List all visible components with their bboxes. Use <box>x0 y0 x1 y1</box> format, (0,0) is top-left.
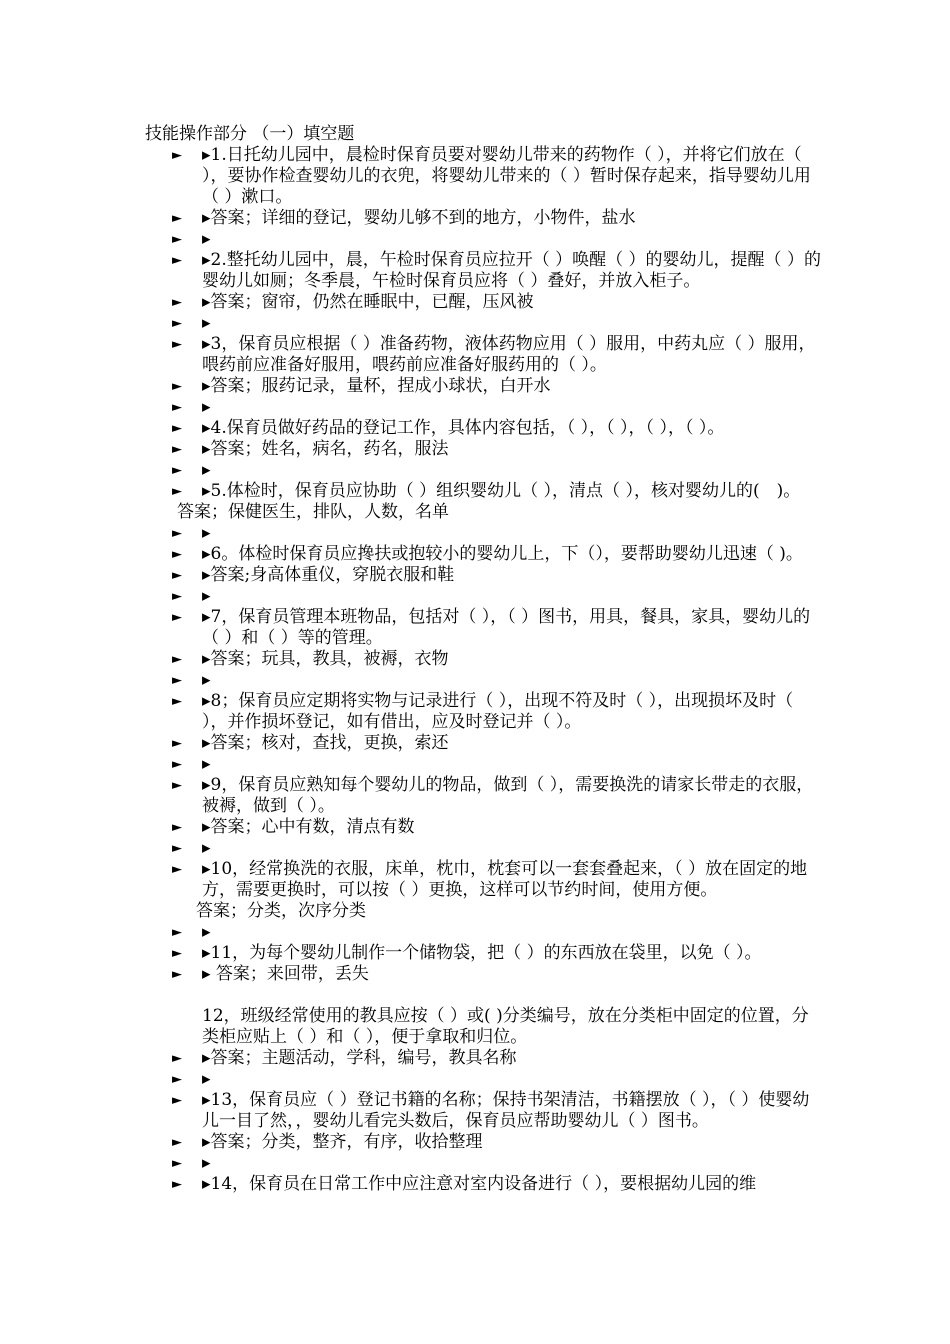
list-item <box>172 376 822 397</box>
list-item-text: ▸答案；分类，整齐，有序，收拾整理 <box>202 1132 483 1152</box>
bullet-marker: ► <box>172 1093 182 1108</box>
list-item-text: ▸答案；核对，查找，更换，索还 <box>202 733 449 753</box>
bullet-marker: ► <box>172 421 182 436</box>
list-item-text: ▸14，保育员在日常工作中应注意对室内设备进行（ ），要根据幼儿园的维 <box>202 1174 757 1194</box>
bullet-marker: ► <box>172 253 182 268</box>
bullet-marker: ► <box>172 232 182 247</box>
list-item <box>172 418 822 439</box>
list-item-text: ▸1.日托幼儿园中，晨检时保育员要对婴幼儿带来的药物作（ ），并将它们放在（ ），要协作检查婴幼儿的衣兜，将婴幼儿带来的（ ）暂时保存起来，指导婴幼儿用（ ）漱口。 <box>202 145 811 207</box>
list-item <box>172 922 822 943</box>
bullet-marker: ► <box>172 673 182 688</box>
list-item <box>172 859 822 901</box>
answer-line: 答案；分类，次序分类 <box>196 901 366 921</box>
list-item-text: ▸ <box>202 754 211 774</box>
answer-line: 答案；保健医生，排队，人数，名单 <box>177 502 449 522</box>
bullet-marker: ► <box>172 736 182 751</box>
list-item <box>172 292 822 313</box>
bullet-marker: ► <box>172 1156 182 1171</box>
list-item-text: ▸ 答案；来回带，丢失 <box>202 964 369 984</box>
list-item-text: ▸ <box>202 523 211 543</box>
list-item-text: ▸3，保育员应根据（ ）准备药物，液体药物应用（ ）服用，中药丸应（ ）服用，喂药前应准备好服用，喂药前应准备好服药用的（ ）。 <box>202 334 816 375</box>
bullet-marker: ► <box>172 757 182 772</box>
list-item <box>172 607 822 649</box>
list-item-text: ▸答案；姓名，病名，药名，服法 <box>202 439 449 459</box>
list-item <box>172 670 822 691</box>
list-item <box>172 817 822 838</box>
list-item-text: ▸13，保育员应（ ）登记书籍的名称；保持书架清洁，书籍摆放（ ），（ ）使婴幼儿一目了然，，婴幼儿看完头数后，保育员应帮助婴幼儿（ ）图书。 <box>202 1090 810 1131</box>
list-item-text: ▸ <box>202 586 211 606</box>
list-item-text: ▸10，经常换洗的衣服，床单，枕巾，枕套可以一套套叠起来，（ ）放在固定的地方，需要更换时，可以按（ ）更换，这样可以节约时间，使用方便。 <box>202 859 808 900</box>
bullet-marker: ► <box>172 841 182 856</box>
list-item-text: ▸答案；玩具，教具，被褥，衣物 <box>202 649 449 669</box>
list-item-text: ▸ <box>202 229 211 249</box>
bullet-marker: ► <box>172 337 182 352</box>
list-item <box>172 754 822 775</box>
list-item-text: ▸ <box>202 1153 211 1173</box>
list-item-text: ▸5.体检时，保育员应协助（ ）组织婴幼儿（ ），清点（ ），核对婴幼儿的( )。 <box>202 481 801 501</box>
list-item-text: ▸ <box>202 670 211 690</box>
list-item <box>172 481 822 502</box>
bullet-marker: ► <box>172 463 182 478</box>
list-item <box>172 313 822 334</box>
list-item-text: ▸ <box>202 313 211 333</box>
list-item <box>172 250 822 292</box>
bullet-marker: ► <box>172 652 182 667</box>
list-item <box>172 334 822 376</box>
list-item-text: ▸答案；详细的登记，婴幼儿够不到的地方，小物件，盐水 <box>202 208 636 228</box>
list-item <box>172 1153 822 1174</box>
list-item <box>172 838 822 859</box>
list-item-text: ▸答案；服药记录，量杯，捏成小球状，白开水 <box>202 376 551 396</box>
blank-line <box>172 985 822 1006</box>
list-item-text: ▸ <box>202 838 211 858</box>
bullet-marker: ► <box>172 1177 182 1192</box>
bullet-marker: ► <box>172 820 182 835</box>
bullet-marker: ► <box>172 295 182 310</box>
bullet-marker: ► <box>172 589 182 604</box>
question-list <box>172 145 822 1195</box>
bullet-marker: ► <box>172 862 182 877</box>
list-item <box>172 460 822 481</box>
list-item <box>172 964 822 985</box>
section-heading: 技能操作部分 （一）填空题 <box>145 124 355 144</box>
question-paragraph: 12，班级经常使用的教具应按（ ）或( )分类编号，放在分类柜中固定的位置，分类柜应贴上（ ）和（ ），便于拿取和归位。 <box>202 1006 809 1047</box>
list-item-text: ▸答案；窗帘，仍然在睡眠中，已醒，压风被 <box>202 292 534 312</box>
list-item <box>172 649 822 670</box>
bullet-marker: ► <box>172 400 182 415</box>
bullet-marker: ► <box>172 778 182 793</box>
list-item <box>172 439 822 460</box>
list-item <box>172 1069 822 1090</box>
bullet-marker: ► <box>172 484 182 499</box>
list-item <box>172 565 822 586</box>
list-item-text: ▸答案；心中有数，清点有数 <box>202 817 415 837</box>
list-item <box>172 943 822 964</box>
list-item <box>172 775 822 817</box>
list-item <box>172 691 822 733</box>
list-item-text: ▸ <box>202 922 211 942</box>
list-item-text: ▸7，保育员管理本班物品，包括对（ ），（ ）图书，用具，餐具，家具，婴幼儿的（ ）和（ ）等的管理。 <box>202 607 811 648</box>
bullet-marker: ► <box>172 610 182 625</box>
bullet-marker: ► <box>172 568 182 583</box>
bullet-marker: ► <box>172 547 182 562</box>
list-item <box>172 1174 822 1195</box>
bullet-marker: ► <box>172 694 182 709</box>
bullet-marker: ► <box>172 442 182 457</box>
list-item <box>172 586 822 607</box>
list-item <box>172 145 822 208</box>
bullet-marker: ► <box>172 316 182 331</box>
list-item-text: ▸2.整托幼儿园中，晨，午检时保育员应拉开（ ）唤醒（ ）的婴幼儿，提醒（ ）的婴幼儿如厕；冬季晨，午检时保育员应将（ ）叠好，并放入柜子。 <box>202 250 821 291</box>
bullet-marker: ► <box>172 1135 182 1150</box>
bullet-marker: ► <box>172 1072 182 1087</box>
list-item-text: ▸8；保育员应定期将实物与记录进行（ ），出现不符及时（ ），出现损坏及时（ ），并作损坏登记，如有借出，应及时登记并（ ）。 <box>202 691 794 732</box>
list-item-text: ▸4.保育员做好药品的登记工作，具体内容包括，（ ），（ ），（ ），（ ）。 <box>202 418 725 438</box>
list-item <box>172 523 822 544</box>
bullet-marker: ► <box>172 967 182 982</box>
list-item-text: ▸ <box>202 397 211 417</box>
bullet-marker: ► <box>172 925 182 940</box>
list-item <box>172 229 822 250</box>
list-item-text: ▸ <box>202 1069 211 1089</box>
list-item <box>172 1048 822 1069</box>
list-item-text: ▸11，为每个婴幼儿制作一个储物袋，把（ ）的东西放在袋里，以免（ ）。 <box>202 943 762 963</box>
list-item-text: ▸9，保育员应熟知每个婴幼儿的物品，做到（ ），需要换洗的请家长带走的衣服，被褥，做到（ ）。 <box>202 775 814 816</box>
bullet-marker: ► <box>172 1051 182 1066</box>
list-item-text: ▸ <box>202 460 211 480</box>
list-item-text: ▸答案；主题活动，学科，编号，教具名称 <box>202 1048 517 1068</box>
list-item-text: ▸答案;身高体重仪，穿脱衣服和鞋 <box>202 565 455 585</box>
list-item <box>172 544 822 565</box>
list-item <box>172 397 822 418</box>
list-item <box>172 1132 822 1153</box>
list-item <box>172 1090 822 1132</box>
list-item-text: ▸6。体检时保育员应搀扶或抱较小的婴幼儿上，下（），要帮助婴幼儿迅速（ )。 <box>202 544 803 564</box>
bullet-marker: ► <box>172 211 182 226</box>
bullet-marker: ► <box>172 946 182 961</box>
list-item <box>172 208 822 229</box>
bullet-marker: ► <box>172 148 182 163</box>
bullet-marker: ► <box>172 379 182 394</box>
list-item <box>172 733 822 754</box>
bullet-marker: ► <box>172 526 182 541</box>
